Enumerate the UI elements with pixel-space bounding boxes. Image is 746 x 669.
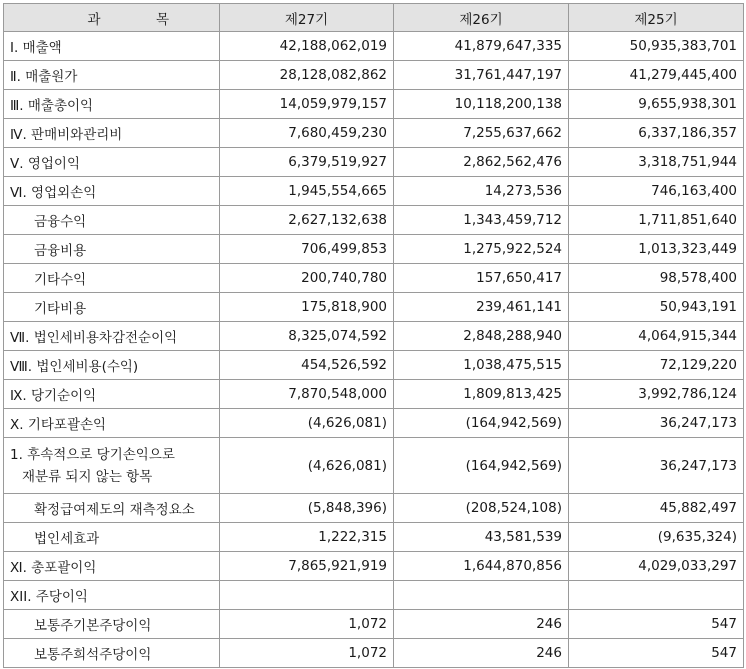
table-row bbox=[4, 523, 744, 552]
value-cell: 157,650,417 bbox=[394, 264, 569, 293]
row-label: Ⅳ. 판매비와관리비 bbox=[4, 119, 220, 148]
row-label: Ⅰ. 매출액 bbox=[4, 32, 220, 61]
row-label: Ⅷ. 법인세비용(수익) bbox=[4, 351, 220, 380]
value-cell: 4,029,033,297 bbox=[569, 552, 744, 581]
value-cell: 9,655,938,301 bbox=[569, 90, 744, 119]
table-row bbox=[4, 148, 744, 177]
header-row bbox=[4, 4, 744, 32]
value-cell: 1,343,459,712 bbox=[394, 206, 569, 235]
table-row bbox=[4, 90, 744, 119]
row-label: Ⅱ. 매출원가 bbox=[4, 61, 220, 90]
table-row bbox=[4, 552, 744, 581]
row-label: Ⅲ. 매출총이익 bbox=[4, 90, 220, 119]
value-cell: 246 bbox=[394, 639, 569, 668]
row-label: 기타수익 bbox=[4, 264, 220, 293]
period-header: 제27기 bbox=[220, 4, 394, 32]
income-statement-table bbox=[3, 3, 744, 668]
value-cell: 41,279,445,400 bbox=[569, 61, 744, 90]
value-cell: 4,064,915,344 bbox=[569, 322, 744, 351]
value-cell: 706,499,853 bbox=[220, 235, 394, 264]
value-cell: 31,761,447,197 bbox=[394, 61, 569, 90]
value-cell: 6,337,186,357 bbox=[569, 119, 744, 148]
row-label: 금융비용 bbox=[4, 235, 220, 264]
row-label: 확정급여제도의 재측정요소 bbox=[4, 494, 220, 523]
item-header-left: 과 bbox=[87, 11, 101, 28]
row-label bbox=[4, 438, 220, 494]
row-label: 법인세효과 bbox=[4, 523, 220, 552]
table-row bbox=[4, 494, 744, 523]
value-cell: 1,222,315 bbox=[220, 523, 394, 552]
value-cell: 7,870,548,000 bbox=[220, 380, 394, 409]
table-row bbox=[4, 581, 744, 610]
item-header-right: 목 bbox=[155, 11, 169, 28]
value-cell: 7,255,637,662 bbox=[394, 119, 569, 148]
row-label: Ⅹ. 기타포괄손익 bbox=[4, 409, 220, 438]
table-row bbox=[4, 322, 744, 351]
value-cell: 1,275,922,524 bbox=[394, 235, 569, 264]
value-cell: 547 bbox=[569, 639, 744, 668]
value-cell: (164,942,569) bbox=[394, 438, 569, 494]
value-cell: 1,644,870,856 bbox=[394, 552, 569, 581]
value-cell: 246 bbox=[394, 610, 569, 639]
row-label: 기타비용 bbox=[4, 293, 220, 322]
table-row bbox=[4, 293, 744, 322]
row-label: XII. 주당이익 bbox=[4, 581, 220, 610]
table-row bbox=[4, 32, 744, 61]
value-cell: (208,524,108) bbox=[394, 494, 569, 523]
row-label: Ⅴ. 영업이익 bbox=[4, 148, 220, 177]
row-label: Ⅶ. 법인세비용차감전순이익 bbox=[4, 322, 220, 351]
table-row bbox=[4, 438, 744, 494]
value-cell: 746,163,400 bbox=[569, 177, 744, 206]
row-label: 보통주기본주당이익 bbox=[4, 610, 220, 639]
value-cell: 36,247,173 bbox=[569, 438, 744, 494]
value-cell: 14,059,979,157 bbox=[220, 90, 394, 119]
value-cell: (5,848,396) bbox=[220, 494, 394, 523]
table-row bbox=[4, 235, 744, 264]
value-cell: 72,129,220 bbox=[569, 351, 744, 380]
row-label: 보통주희석주당이익 bbox=[4, 639, 220, 668]
value-cell: 2,627,132,638 bbox=[220, 206, 394, 235]
value-cell: 547 bbox=[569, 610, 744, 639]
value-cell: (4,626,081) bbox=[220, 438, 394, 494]
table-row bbox=[4, 61, 744, 90]
value-cell: 7,680,459,230 bbox=[220, 119, 394, 148]
value-cell: (9,635,324) bbox=[569, 523, 744, 552]
value-cell: 1,711,851,640 bbox=[569, 206, 744, 235]
value-cell: 2,862,562,476 bbox=[394, 148, 569, 177]
item-column-header bbox=[4, 4, 220, 32]
value-cell: 41,879,647,335 bbox=[394, 32, 569, 61]
period-header: 제25기 bbox=[569, 4, 744, 32]
value-cell: 200,740,780 bbox=[220, 264, 394, 293]
table-row bbox=[4, 380, 744, 409]
value-cell: 50,935,383,701 bbox=[569, 32, 744, 61]
table-row bbox=[4, 206, 744, 235]
value-cell: 3,318,751,944 bbox=[569, 148, 744, 177]
value-cell: (164,942,569) bbox=[394, 409, 569, 438]
row-label: Ⅵ. 영업외손익 bbox=[4, 177, 220, 206]
table-row bbox=[4, 610, 744, 639]
value-cell: 45,882,497 bbox=[569, 494, 744, 523]
table-row bbox=[4, 119, 744, 148]
value-cell: 6,379,519,927 bbox=[220, 148, 394, 177]
row-label: Ⅺ. 총포괄이익 bbox=[4, 552, 220, 581]
value-cell: (4,626,081) bbox=[220, 409, 394, 438]
value-cell: 98,578,400 bbox=[569, 264, 744, 293]
value-cell bbox=[394, 581, 569, 610]
table-row bbox=[4, 639, 744, 668]
value-cell bbox=[569, 581, 744, 610]
value-cell: 7,865,921,919 bbox=[220, 552, 394, 581]
value-cell: 1,809,813,425 bbox=[394, 380, 569, 409]
value-cell: 14,273,536 bbox=[394, 177, 569, 206]
value-cell: 2,848,288,940 bbox=[394, 322, 569, 351]
value-cell: 3,992,786,124 bbox=[569, 380, 744, 409]
value-cell: 43,581,539 bbox=[394, 523, 569, 552]
value-cell: 1,945,554,665 bbox=[220, 177, 394, 206]
value-cell: 239,461,141 bbox=[394, 293, 569, 322]
value-cell: 454,526,592 bbox=[220, 351, 394, 380]
value-cell: 1,038,475,515 bbox=[394, 351, 569, 380]
table-row bbox=[4, 177, 744, 206]
value-cell: 1,013,323,449 bbox=[569, 235, 744, 264]
value-cell: 50,943,191 bbox=[569, 293, 744, 322]
value-cell: 8,325,074,592 bbox=[220, 322, 394, 351]
value-cell: 175,818,900 bbox=[220, 293, 394, 322]
value-cell: 28,128,082,862 bbox=[220, 61, 394, 90]
value-cell: 1,072 bbox=[220, 639, 394, 668]
value-cell: 36,247,173 bbox=[569, 409, 744, 438]
value-cell: 1,072 bbox=[220, 610, 394, 639]
row-label-line: 1. 후속적으로 당기손익으로 bbox=[10, 446, 175, 463]
table-row bbox=[4, 264, 744, 293]
row-label: Ⅸ. 당기순이익 bbox=[4, 380, 220, 409]
value-cell: 42,188,062,019 bbox=[220, 32, 394, 61]
row-label-line: 재분류 되지 않는 항목 bbox=[22, 468, 153, 485]
period-header: 제26기 bbox=[394, 4, 569, 32]
table-row bbox=[4, 409, 744, 438]
row-label: 금융수익 bbox=[4, 206, 220, 235]
table-row bbox=[4, 351, 744, 380]
value-cell: 10,118,200,138 bbox=[394, 90, 569, 119]
value-cell bbox=[220, 581, 394, 610]
